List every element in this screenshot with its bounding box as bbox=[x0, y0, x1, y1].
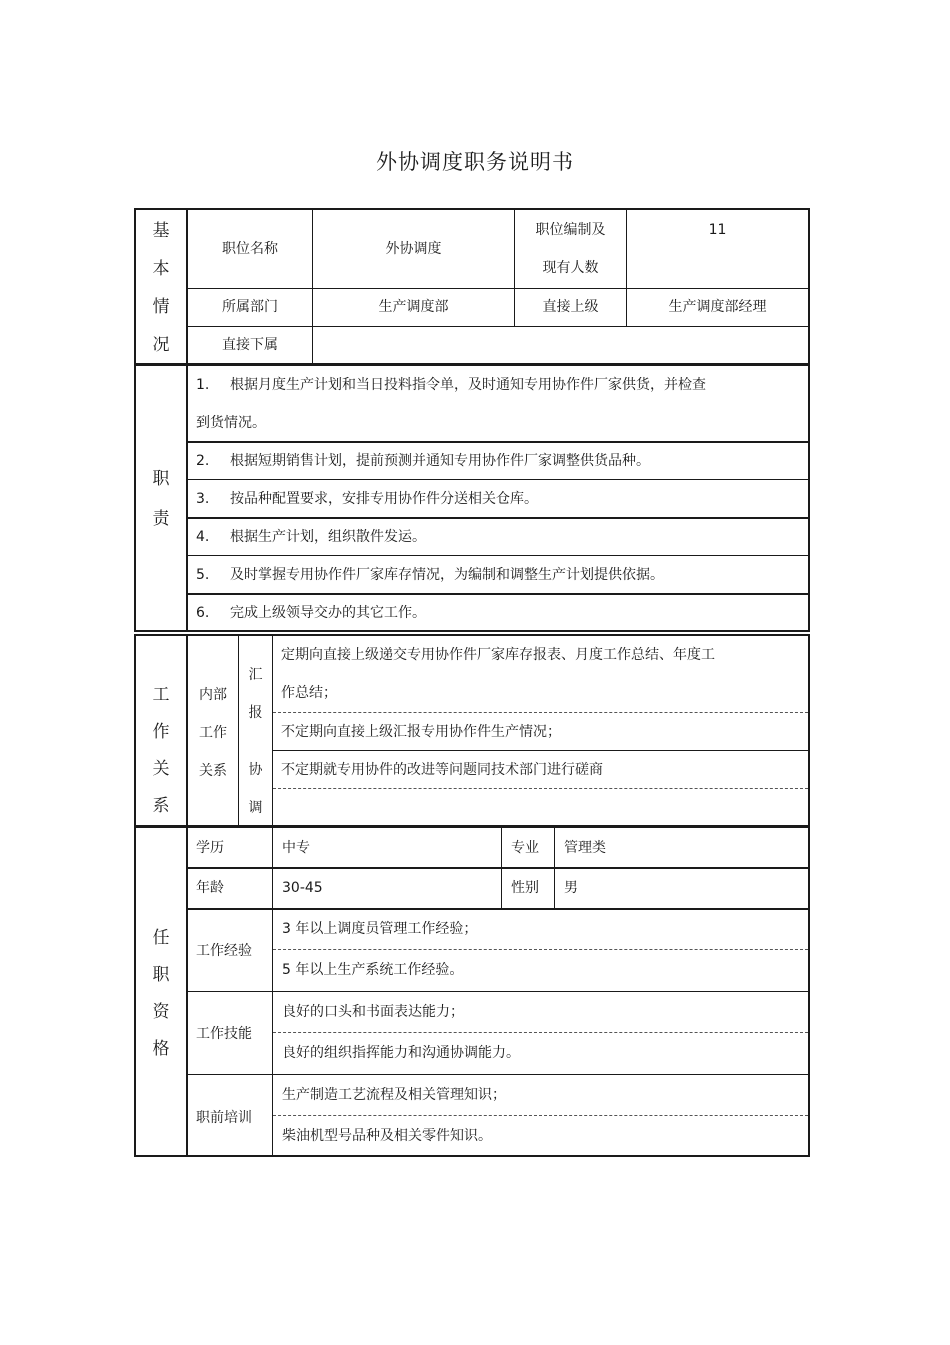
duties-section: 职 责 1. 根据月度生产计划和当日投料指令单，及时通知专用协作件厂家供货，并检查 到货情况。 2. 根据短期销售计划，提前预测并通知专用协作件厂家调整供货品种。 3. 按品种配置要求，安排专用协作件分送相关仓库。 4. 根据生产计划，组织散件发运。 5. 及时掌握专用协作件厂家库存情况，为编制和调整生产计划提供依据。 6. 完成上级领导交办的其它工作。 bbox=[134, 364, 810, 632]
experience-item: 3 年以上调度员管理工作经验； bbox=[282, 921, 478, 937]
experience-item: 5 年以上生产系统工作经验。 bbox=[282, 962, 464, 978]
coordinate-label: 协 调 bbox=[248, 762, 263, 816]
qualifications-section bbox=[134, 826, 810, 1157]
gender-value: 男 bbox=[564, 880, 578, 896]
basic-section-label: 基 本 情 况 bbox=[152, 221, 170, 355]
training-label: 职前培训 bbox=[196, 1110, 252, 1126]
age-value: 30-45 bbox=[282, 880, 323, 896]
major-label: 专业 bbox=[511, 840, 539, 856]
basic-info-section bbox=[134, 208, 810, 365]
work-relations-section bbox=[134, 634, 810, 827]
headcount-value: 11 bbox=[708, 222, 727, 238]
age-label: 年龄 bbox=[196, 880, 224, 896]
major-value: 管理类 bbox=[564, 840, 606, 856]
page-title: 外协调度职务说明书 bbox=[376, 150, 574, 174]
headcount-label-line1: 职位编制及 bbox=[535, 222, 606, 238]
duties-section-label: 职 责 bbox=[152, 469, 170, 529]
qualifications-section-label: 任 职 资 格 bbox=[152, 928, 170, 1059]
department-value: 生产调度部 bbox=[378, 299, 449, 315]
report-text-line3: 不定期向直接上级汇报专用协作件生产情况； bbox=[281, 724, 561, 740]
skills-item: 良好的口头和书面表达能力； bbox=[282, 1004, 464, 1020]
training-item: 柴油机型号品种及相关零件知识。 bbox=[282, 1128, 492, 1144]
skills-item: 良好的组织指挥能力和沟通协调能力。 bbox=[282, 1045, 520, 1061]
headcount-label-line2: 现有人数 bbox=[542, 260, 599, 276]
gender-label: 性别 bbox=[511, 880, 539, 896]
skills-label: 工作技能 bbox=[196, 1026, 252, 1042]
position-name-label: 职位名称 bbox=[222, 241, 278, 257]
internal-relations-label: 内部 工作 关系 bbox=[199, 687, 227, 779]
education-value: 中专 bbox=[282, 840, 310, 856]
department-label: 所属部门 bbox=[222, 299, 278, 315]
training-item: 生产制造工艺流程及相关管理知识； bbox=[282, 1087, 506, 1103]
report-text-line1: 定期向直接上级递交专用协作件厂家库存报表、月度工作总结、年度工 bbox=[281, 647, 715, 663]
education-label: 学历 bbox=[196, 840, 224, 856]
supervisor-value: 生产调度部经理 bbox=[668, 299, 767, 315]
subordinate-label: 直接下属 bbox=[222, 337, 278, 353]
position-name-value: 外协调度 bbox=[385, 241, 442, 257]
coordinate-text: 不定期就专用协件的改进等问题同技术部门进行磋商 bbox=[281, 762, 603, 778]
relations-section-label: 工 作 关 系 bbox=[152, 685, 170, 816]
supervisor-label: 直接上级 bbox=[542, 299, 599, 315]
experience-label: 工作经验 bbox=[196, 943, 252, 959]
report-label: 汇 报 bbox=[248, 667, 263, 721]
report-text-line2: 作总结； bbox=[281, 685, 337, 701]
